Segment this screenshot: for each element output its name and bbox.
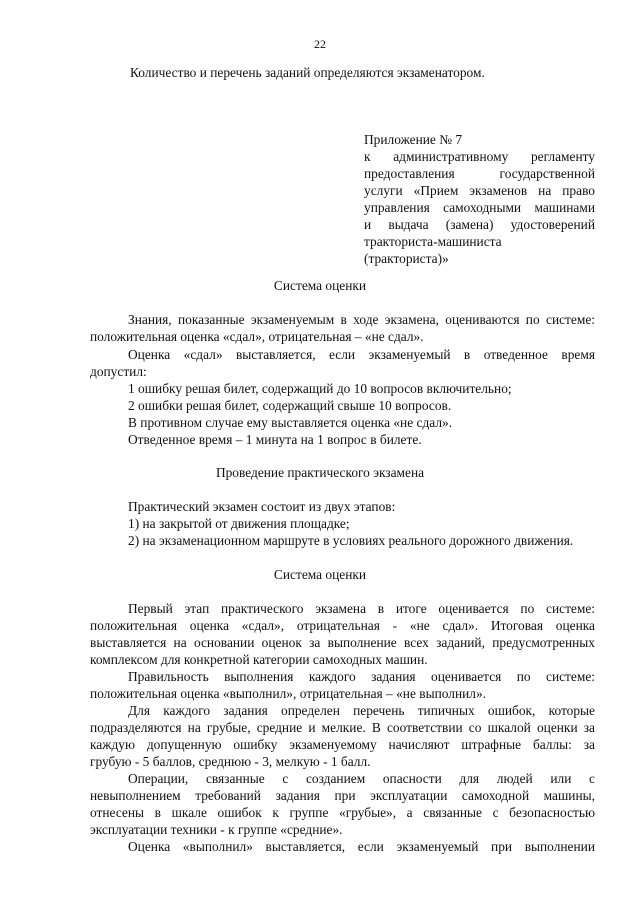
paragraph-line: положительная оценка «выполнил», отрицательная – «не выполнил». xyxy=(90,686,486,701)
paragraph-line: Практический экзамен состоит из двух этапов: xyxy=(128,499,396,514)
paragraph-line: Для каждого задания определен перечень типичных ошибок, которые xyxy=(128,703,595,718)
paragraph-line: грубую - 5 баллов, среднюю - 3, мелкую - 1 балл. xyxy=(90,754,371,769)
paragraph-line: 2) на экзаменационном маршруте в условиях реального дорожного движения. xyxy=(128,533,574,548)
paragraph-line: 2 ошибки решая билет, содержащий свыше 10 вопросов. xyxy=(128,398,452,413)
paragraph-line: эксплуатации техники - к группе «средние». xyxy=(90,822,343,837)
paragraph-line: Правильность выполнения каждого задания оценивается по системе: xyxy=(128,669,595,684)
intro-line: Количество и перечень заданий определяются экзаменатором. xyxy=(130,65,485,80)
paragraph-line: 1) на закрытой от движения площадке; xyxy=(128,516,350,531)
paragraph-line: Отведенное время – 1 минута на 1 вопрос в билете. xyxy=(128,432,422,447)
paragraph-line: отнесены в шкале ошибок к группе «грубые», а связанные с безопасностью xyxy=(90,805,595,820)
paragraph-line: комплексом для конкретной категории самоходных машин. xyxy=(90,652,428,667)
appendix-line: Приложение № 7 xyxy=(364,132,463,147)
paragraph-line: невыполнением требований задания при эксплуатации самоходной машины, xyxy=(90,788,595,803)
section-heading: Система оценки xyxy=(273,567,367,582)
section-heading: Система оценки xyxy=(273,278,367,293)
appendix-line: и выдача (замена) удостоверений xyxy=(364,217,595,232)
paragraph-line: каждую допущенную ошибку экзаменуемому начисляют штрафные баллы: за xyxy=(90,737,595,752)
page-number: 22 xyxy=(314,37,326,51)
section-heading: Проведение практического экзамена xyxy=(215,465,425,480)
paragraph-line: Оценка «сдал» выставляется, если экзаменуемый в отведенное время xyxy=(128,347,595,362)
appendix-line: к административному регламенту xyxy=(364,149,595,164)
paragraph-line: положительная оценка «сдал», отрицательная – «не сдал». xyxy=(90,329,424,344)
appendix-line: предоставления государственной xyxy=(364,166,595,181)
paragraph-line: Знания, показанные экзаменуемым в ходе экзамена, оцениваются по системе: xyxy=(128,312,595,327)
paragraph-line: выставляется на основании оценок за выполнение всех заданий, предусмотренных xyxy=(90,635,595,650)
paragraph-line: положительная оценка «сдал», отрицательная - «не сдал». Итоговая оценка xyxy=(90,618,595,633)
paragraph-line: В противном случае ему выставляется оценка «не сдал». xyxy=(128,415,453,430)
paragraph-line: Операции, связанные с созданием опасности для людей или с xyxy=(128,771,595,786)
paragraph-line: Первый этап практического экзамена в итоге оценивается по системе: xyxy=(128,601,595,616)
appendix-line: услуги «Прием экзаменов на право xyxy=(364,183,595,198)
appendix-line: тракториста-машиниста xyxy=(364,234,502,249)
paragraph-line: Оценка «выполнил» выставляется, если экзаменуемый при выполнении xyxy=(128,839,595,854)
paragraph-line: допустил: xyxy=(90,364,147,379)
appendix-line: управления самоходными машинами xyxy=(364,200,595,215)
paragraph-line: подразделяются на грубые, средние и мелкие. В соответствии со шкалой оценки за xyxy=(90,720,595,735)
appendix-block xyxy=(364,131,595,267)
appendix-line: (тракториста)» xyxy=(364,251,449,266)
paragraph-line: 1 ошибку решая билет, содержащий до 10 вопросов включительно; xyxy=(128,381,512,396)
